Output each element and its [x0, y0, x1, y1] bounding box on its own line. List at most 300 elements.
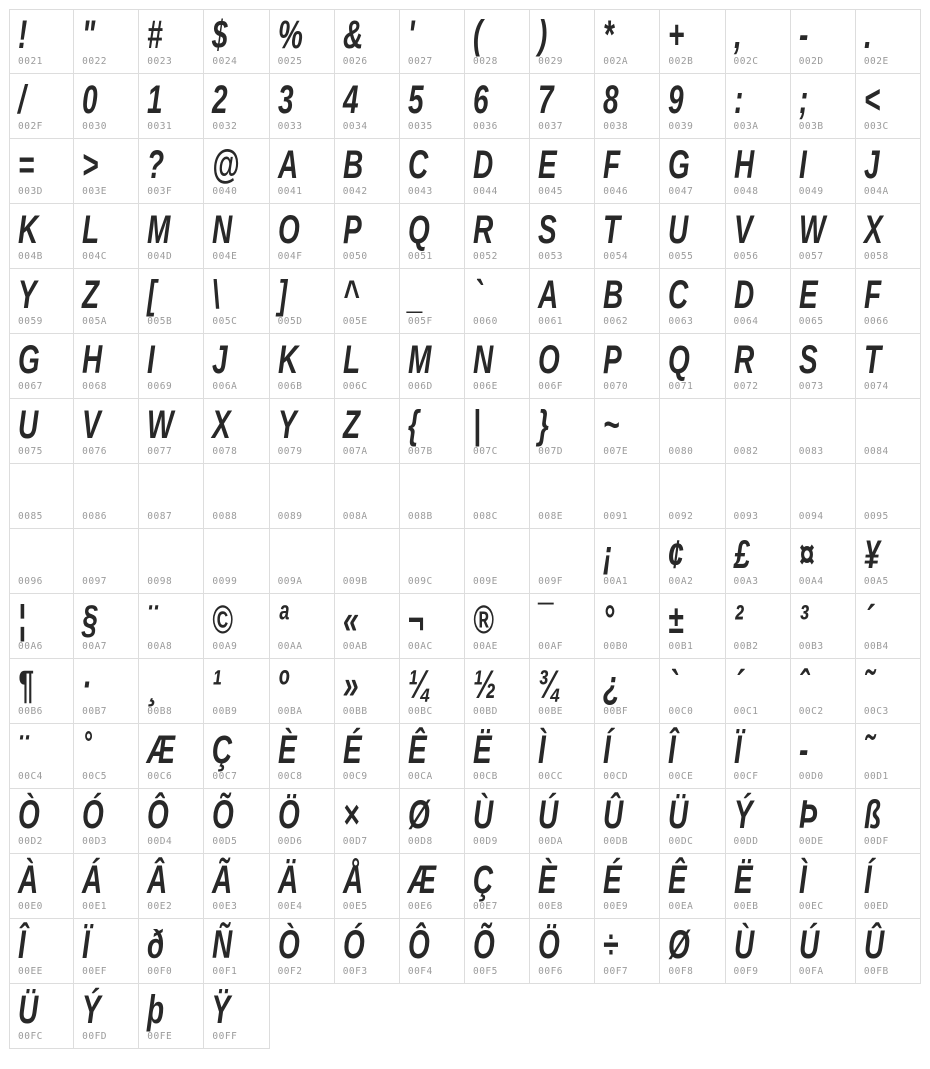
- glyph-cell-empty: [530, 529, 595, 594]
- glyph-cell: [74, 919, 139, 984]
- glyph: K: [18, 208, 39, 252]
- charmap-row: [9, 204, 921, 269]
- glyph-cell: [400, 9, 465, 74]
- glyph-cell: [530, 659, 595, 724]
- code-label: 00D0: [798, 771, 824, 782]
- glyph: `: [668, 663, 678, 707]
- glyph: L: [342, 338, 360, 382]
- code-label: 00D5: [212, 836, 238, 847]
- glyph-cell: [139, 854, 204, 919]
- code-label: 0057: [798, 251, 824, 262]
- code-label: 002D: [798, 56, 824, 67]
- glyph-cell-empty: [726, 464, 791, 529]
- glyph: Ã: [212, 858, 233, 902]
- glyph-cell-empty: [856, 399, 921, 464]
- code-label: 007C: [472, 446, 498, 457]
- glyph-cell: [595, 269, 660, 334]
- glyph-cell: [726, 74, 791, 139]
- code-label: 002F: [18, 121, 43, 132]
- glyph-cell: [791, 919, 856, 984]
- glyph: ¨: [18, 728, 28, 772]
- code-label: 003F: [147, 186, 173, 197]
- code-label: 006D: [407, 381, 433, 392]
- code-label: 0034: [342, 121, 368, 132]
- glyph-cell-empty: [74, 529, 139, 594]
- glyph: È: [277, 728, 297, 772]
- glyph-cell: [465, 269, 530, 334]
- glyph-cell-empty: [335, 464, 400, 529]
- glyph: 0: [82, 78, 98, 122]
- glyph-cell: [465, 724, 530, 789]
- glyph-cell: [465, 789, 530, 854]
- glyph-cell: [139, 74, 204, 139]
- code-label: 006C: [342, 381, 368, 392]
- glyph: M: [147, 208, 171, 252]
- charmap-row: [9, 464, 921, 529]
- glyph-cell: [400, 919, 465, 984]
- glyph: Í: [603, 728, 612, 772]
- glyph-cell-empty: [856, 464, 921, 529]
- code-label: 00C4: [18, 771, 43, 782]
- code-label: 00DA: [538, 836, 564, 847]
- glyph-cell-empty: [465, 529, 530, 594]
- code-label: 009E: [472, 576, 498, 587]
- code-label: 0085: [18, 511, 43, 522]
- glyph: L: [82, 208, 100, 252]
- glyph-cell: [270, 724, 335, 789]
- glyph: `: [472, 273, 483, 317]
- glyph-cell: [791, 139, 856, 204]
- glyph: Ú: [538, 793, 559, 837]
- glyph: U: [18, 403, 39, 447]
- code-label: 003C: [863, 121, 889, 132]
- glyph: Ï: [733, 728, 742, 772]
- glyph-cell: [9, 724, 74, 789]
- glyph: ¾: [538, 663, 562, 707]
- glyph: Ç: [212, 728, 233, 772]
- glyph: Ò: [18, 793, 40, 837]
- glyph-cell: [660, 659, 725, 724]
- code-label: 004D: [147, 251, 173, 262]
- glyph: Æ: [407, 858, 436, 902]
- glyph-cell: [9, 9, 74, 74]
- glyph: ¨: [147, 598, 157, 642]
- glyph: þ: [147, 988, 165, 1032]
- glyph-cell: [595, 919, 660, 984]
- code-label: 009C: [407, 576, 433, 587]
- code-label: 00D4: [147, 836, 173, 847]
- glyph-cell: [660, 139, 725, 204]
- code-label: 0076: [82, 446, 108, 457]
- glyph-cell: [74, 789, 139, 854]
- glyph: <: [863, 78, 881, 122]
- code-label: 005D: [277, 316, 303, 327]
- code-label: 00B1: [668, 641, 694, 652]
- code-label: 00C8: [277, 771, 303, 782]
- glyph: ¶: [18, 663, 34, 707]
- glyph: ·: [82, 663, 92, 707]
- code-label: 004C: [82, 251, 108, 262]
- code-label: 00C9: [342, 771, 368, 782]
- code-label: 0091: [603, 511, 629, 522]
- code-label: 0029: [538, 56, 564, 67]
- glyph: 7: [538, 78, 554, 122]
- charmap-row: [9, 854, 921, 919]
- glyph: J: [212, 338, 228, 382]
- glyph-cell: [530, 139, 595, 204]
- code-label: 0038: [603, 121, 629, 132]
- glyph: U: [668, 208, 689, 252]
- glyph: B: [342, 143, 363, 187]
- glyph: C: [407, 143, 429, 187]
- glyph-cell: [400, 789, 465, 854]
- code-label: 00B8: [147, 706, 173, 717]
- code-label: 0061: [538, 316, 564, 327]
- glyph-cell: [660, 854, 725, 919]
- glyph: -: [798, 13, 809, 57]
- glyph: Þ: [798, 793, 818, 837]
- glyph-cell: [465, 594, 530, 659]
- glyph-cell: [791, 334, 856, 399]
- glyph-cell: [139, 919, 204, 984]
- code-label: 009B: [342, 576, 368, 587]
- glyph-cell-empty: [74, 464, 139, 529]
- code-label: 003A: [733, 121, 759, 132]
- code-label: 0096: [18, 576, 43, 587]
- glyph-cell: [9, 789, 74, 854]
- glyph-cell-empty: [791, 399, 856, 464]
- glyph: \: [212, 273, 221, 317]
- glyph: ¼: [407, 663, 432, 707]
- glyph: ,: [733, 13, 742, 57]
- code-label: 0037: [538, 121, 564, 132]
- code-label: 00F4: [407, 966, 433, 977]
- glyph-cell: [9, 399, 74, 464]
- charmap-row: [9, 74, 921, 139]
- glyph: W: [147, 403, 174, 447]
- glyph-cell-empty: [791, 464, 856, 529]
- glyph-cell: [726, 594, 791, 659]
- code-label: 00BE: [538, 706, 564, 717]
- glyph-cell: [791, 204, 856, 269]
- glyph: ¤: [798, 533, 815, 577]
- glyph: ¢: [668, 533, 684, 577]
- glyph-cell: [856, 269, 921, 334]
- glyph-cell: [530, 789, 595, 854]
- glyph: E: [798, 273, 818, 317]
- glyph-cell: [204, 9, 269, 74]
- glyph-cell: [270, 9, 335, 74]
- code-label: 0058: [863, 251, 889, 262]
- glyph-cell: [660, 789, 725, 854]
- glyph: Ç: [472, 858, 494, 902]
- glyph: Ÿ: [212, 988, 232, 1032]
- glyph-cell-empty: [530, 464, 595, 529]
- glyph-cell-empty: [400, 464, 465, 529]
- glyph: 5: [407, 78, 424, 122]
- glyph-cell: [9, 334, 74, 399]
- glyph: N: [212, 208, 233, 252]
- glyph: J: [863, 143, 880, 187]
- glyph-cell: [74, 139, 139, 204]
- glyph: }: [538, 403, 550, 447]
- code-label: 00D6: [277, 836, 303, 847]
- code-label: 0080: [668, 446, 694, 457]
- code-label: 0027: [407, 56, 433, 67]
- glyph: ±: [668, 598, 684, 642]
- code-label: 0094: [798, 511, 824, 522]
- glyph-cell: [204, 269, 269, 334]
- charmap-row: [9, 399, 921, 464]
- glyph-cell: [856, 204, 921, 269]
- code-label: 00DC: [668, 836, 694, 847]
- glyph: É: [603, 858, 622, 902]
- code-label: 00BD: [472, 706, 498, 717]
- glyph: È: [538, 858, 557, 902]
- code-label: 00CB: [472, 771, 498, 782]
- glyph-cell: [791, 659, 856, 724]
- glyph-cell: [139, 724, 204, 789]
- glyph: Ó: [82, 793, 104, 837]
- code-label: 0021: [18, 56, 43, 67]
- glyph: K: [277, 338, 298, 382]
- code-label: 0079: [277, 446, 303, 457]
- glyph-cell: [74, 334, 139, 399]
- code-label: 00A9: [212, 641, 238, 652]
- code-label: 00EE: [18, 966, 43, 977]
- glyph-cell: [9, 269, 74, 334]
- glyph: Õ: [212, 793, 235, 837]
- glyph-cell: [595, 74, 660, 139]
- glyph: §: [82, 598, 98, 642]
- glyph-cell: [400, 659, 465, 724]
- glyph-cell: [74, 269, 139, 334]
- glyph-cell: [595, 399, 660, 464]
- glyph: Q: [668, 338, 691, 382]
- glyph-cell: [595, 9, 660, 74]
- glyph-cell: [139, 139, 204, 204]
- glyph: {: [407, 403, 419, 447]
- glyph: -: [798, 728, 809, 772]
- glyph: ?: [147, 143, 165, 187]
- glyph: 4: [342, 78, 359, 122]
- glyph-cell: [74, 854, 139, 919]
- code-label: 009F: [538, 576, 564, 587]
- glyph: Ü: [668, 793, 689, 837]
- glyph-cell: [335, 334, 400, 399]
- glyph: !: [18, 13, 28, 57]
- glyph-cell: [465, 854, 530, 919]
- glyph-cell: [400, 724, 465, 789]
- glyph: Ä: [277, 858, 298, 902]
- glyph: ³: [798, 598, 809, 642]
- glyph: ¯: [538, 598, 554, 642]
- glyph-cell: [74, 724, 139, 789]
- code-label: 0051: [407, 251, 433, 262]
- glyph-cell: [856, 724, 921, 789]
- code-label: 0049: [798, 186, 824, 197]
- glyph-cell: [204, 854, 269, 919]
- code-label: 00FC: [18, 1031, 43, 1042]
- code-label: 0033: [277, 121, 303, 132]
- glyph-cell: [335, 269, 400, 334]
- code-label: 00C6: [147, 771, 173, 782]
- code-label: 009A: [277, 576, 303, 587]
- code-label: 00B2: [733, 641, 759, 652]
- glyph-cell: [791, 594, 856, 659]
- glyph-cell: [726, 789, 791, 854]
- glyph-cell: [204, 659, 269, 724]
- glyph: Z: [342, 403, 360, 447]
- glyph-cell: [595, 789, 660, 854]
- code-label: 00C2: [798, 706, 824, 717]
- code-label: 007A: [342, 446, 368, 457]
- code-label: 0059: [18, 316, 43, 327]
- code-label: 00D1: [863, 771, 889, 782]
- code-label: 0082: [733, 446, 759, 457]
- code-label: 00D7: [342, 836, 368, 847]
- glyph-cell: [530, 204, 595, 269]
- code-label: 00D3: [82, 836, 108, 847]
- code-label: 0053: [538, 251, 564, 262]
- code-label: 00A3: [733, 576, 759, 587]
- code-label: 00DE: [798, 836, 824, 847]
- glyph-cell: [400, 594, 465, 659]
- glyph: B: [603, 273, 624, 317]
- code-label: 00CD: [603, 771, 629, 782]
- code-label: 00F2: [277, 966, 303, 977]
- code-label: 00AB: [342, 641, 368, 652]
- code-label: 00FB: [863, 966, 889, 977]
- code-label: 00B9: [212, 706, 238, 717]
- glyph: G: [18, 338, 40, 382]
- code-label: 007E: [603, 446, 629, 457]
- glyph: Y: [18, 273, 37, 317]
- glyph-cell: [270, 204, 335, 269]
- glyph: ': [407, 13, 415, 57]
- glyph-cell: [465, 9, 530, 74]
- code-label: 0036: [472, 121, 498, 132]
- code-label: 00DF: [863, 836, 889, 847]
- glyph-cell: [9, 854, 74, 919]
- glyph-cell: [204, 594, 269, 659]
- glyph: D: [733, 273, 754, 317]
- glyph: A: [277, 143, 298, 187]
- glyph: Z: [82, 273, 100, 317]
- code-label: 0050: [342, 251, 368, 262]
- code-label: 005C: [212, 316, 238, 327]
- code-label: 00B7: [82, 706, 108, 717]
- glyph-cell: [9, 919, 74, 984]
- glyph-cell: [726, 724, 791, 789]
- glyph-cell: [139, 334, 204, 399]
- glyph-cell: [726, 269, 791, 334]
- glyph-cell: [856, 74, 921, 139]
- glyph-cell: [74, 204, 139, 269]
- glyph: Ê: [668, 858, 688, 902]
- glyph: Ò: [277, 923, 300, 967]
- code-label: 00A5: [863, 576, 889, 587]
- code-label: 00CF: [733, 771, 759, 782]
- glyph-cell: [139, 789, 204, 854]
- code-label: 006E: [472, 381, 498, 392]
- glyph-cell: [791, 789, 856, 854]
- code-label: 004F: [277, 251, 303, 262]
- code-label: 008B: [407, 511, 433, 522]
- code-label: 00BB: [342, 706, 368, 717]
- glyph: T: [603, 208, 621, 252]
- code-label: 00E1: [82, 901, 108, 912]
- code-label: 00F1: [212, 966, 238, 977]
- glyph-cell: [791, 74, 856, 139]
- glyph: Ì: [798, 858, 807, 902]
- glyph-cell: [856, 529, 921, 594]
- glyph: ð: [147, 923, 165, 967]
- glyph: Ô: [407, 923, 430, 967]
- code-label: 00AA: [277, 641, 303, 652]
- code-label: 00FF: [212, 1031, 238, 1042]
- glyph-cell: [270, 919, 335, 984]
- glyph: Ì: [538, 728, 546, 772]
- code-label: 00F3: [342, 966, 368, 977]
- code-label: 0087: [147, 511, 173, 522]
- glyph-cell: [660, 724, 725, 789]
- code-label: 0099: [212, 576, 238, 587]
- code-label: 0044: [472, 186, 498, 197]
- glyph: &: [342, 13, 363, 57]
- glyph: .: [863, 13, 872, 57]
- code-label: 0046: [603, 186, 629, 197]
- code-label: 002E: [863, 56, 889, 67]
- code-label: 00A6: [18, 641, 43, 652]
- glyph: 2: [212, 78, 228, 122]
- code-label: 0084: [863, 446, 889, 457]
- code-label: 0060: [472, 316, 498, 327]
- glyph: Y: [277, 403, 297, 447]
- glyph: Ë: [472, 728, 492, 772]
- glyph-cell: [791, 9, 856, 74]
- glyph: Á: [82, 858, 103, 902]
- glyph: ;: [798, 78, 809, 122]
- glyph: 8: [603, 78, 619, 122]
- glyph-cell: [595, 139, 660, 204]
- glyph: ¡: [603, 533, 613, 577]
- glyph-cell: [465, 399, 530, 464]
- glyph-cell: [270, 139, 335, 204]
- code-label: 006B: [277, 381, 303, 392]
- glyph: R: [733, 338, 754, 382]
- glyph: N: [472, 338, 494, 382]
- glyph-cell-empty: [204, 529, 269, 594]
- glyph-cell: [595, 204, 660, 269]
- glyph-cell: [139, 399, 204, 464]
- code-label: 007D: [538, 446, 564, 457]
- glyph-cell: [465, 74, 530, 139]
- glyph-cell: [856, 659, 921, 724]
- code-label: 008E: [538, 511, 564, 522]
- code-label: 003E: [82, 186, 108, 197]
- glyph: ª: [277, 598, 288, 642]
- code-label: 0025: [277, 56, 303, 67]
- glyph-cell: [856, 919, 921, 984]
- glyph-cell: [74, 659, 139, 724]
- glyph: «: [342, 598, 359, 642]
- code-label: 00E2: [147, 901, 173, 912]
- glyph: ¹: [212, 663, 222, 707]
- glyph-cell: [335, 789, 400, 854]
- code-label: 0095: [863, 511, 889, 522]
- glyph-cell: [335, 594, 400, 659]
